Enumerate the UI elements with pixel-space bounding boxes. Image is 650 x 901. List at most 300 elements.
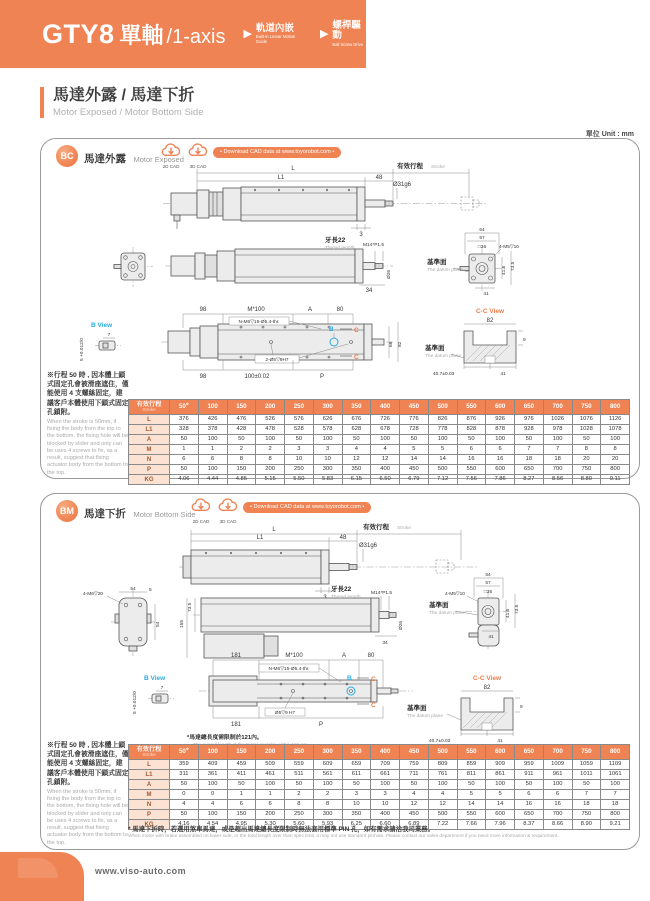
section-title-en: Motor Exposed / Motor Bottom Side bbox=[53, 106, 204, 118]
bm-footnote-en: When motor with brake assembled on lower side, or the total length over than spec limit, it may not use standard pinhole. Please contact our sales department if you need more information & requirement. bbox=[128, 834, 559, 839]
bc-name-en: Motor Exposed bbox=[133, 155, 184, 164]
footer-accent-shape bbox=[0, 852, 84, 901]
dim-73-5: 73.5 bbox=[511, 261, 516, 271]
table-cell: 100 bbox=[198, 465, 227, 475]
table-row bbox=[129, 770, 630, 780]
table-cell: 6.79 bbox=[400, 475, 429, 485]
dim-41: 41 bbox=[483, 292, 489, 297]
dim-m100: M*100 bbox=[285, 653, 303, 659]
table-cell: 300 bbox=[313, 465, 342, 475]
hole-callout-nm6: N-M6▽15-Ø5.4-thr. bbox=[268, 667, 310, 672]
table-cell: 100 bbox=[601, 780, 630, 790]
table-cell: 300 bbox=[313, 810, 342, 820]
table-cell: 826 bbox=[428, 415, 457, 425]
stroke-value-cell: 600 bbox=[486, 400, 515, 415]
table-cell: 50 bbox=[342, 435, 371, 445]
dim-41-5: 41.5 bbox=[506, 608, 511, 618]
table-cell: 600 bbox=[486, 810, 515, 820]
stroke-value-cell: 800 bbox=[601, 745, 630, 760]
table-cell: 5.30 bbox=[256, 820, 285, 830]
stroke-value-cell: 450 bbox=[400, 745, 429, 760]
table-cell: 100 bbox=[371, 780, 400, 790]
table-cell: 250 bbox=[285, 810, 314, 820]
datum-zh: 基準面 bbox=[429, 602, 449, 609]
stroke-value-cell: 350 bbox=[342, 400, 371, 415]
table-cell: 578 bbox=[313, 425, 342, 435]
table-cell: 2 bbox=[285, 790, 314, 800]
cad-download-link[interactable]: • Download CAD data at www.toyorobot.com • bbox=[213, 147, 341, 158]
row-label-cell: M bbox=[129, 790, 170, 800]
hole-callout-nm6: N-M6▽15-Ø5.4-thr. bbox=[238, 320, 280, 325]
triangle-icon: ▶ bbox=[243, 27, 252, 40]
table-cell: 7.96 bbox=[486, 820, 515, 830]
table-cell: 18 bbox=[515, 455, 544, 465]
table-cell: 328 bbox=[170, 425, 199, 435]
table-cell: 20 bbox=[572, 455, 601, 465]
dim-L1: L1 bbox=[256, 535, 264, 541]
cad-2d-download[interactable] bbox=[157, 143, 185, 169]
row-label-cell: N bbox=[129, 800, 170, 810]
row-label-cell: L1 bbox=[129, 770, 170, 780]
dim-cc-40-7: 40.7±0.03 bbox=[429, 739, 451, 744]
dim-d26: Ø26 bbox=[387, 269, 392, 279]
row-label-cell: N bbox=[129, 455, 170, 465]
table-cell: 6.50 bbox=[371, 475, 400, 485]
table-cell: 661 bbox=[371, 770, 400, 780]
table-cell: 7 bbox=[601, 790, 630, 800]
stroke-value-cell: 200 bbox=[256, 400, 285, 415]
dim-54-top: 54 bbox=[130, 587, 136, 592]
hole-callout-2o5: 2-Ø5▽9H7 bbox=[265, 358, 289, 363]
table-cell: 50 bbox=[457, 780, 486, 790]
thread-label-en: Thread length bbox=[325, 246, 355, 251]
table-cell: 5 bbox=[486, 790, 515, 800]
table-cell: 700 bbox=[543, 810, 572, 820]
c-marker-bottom: C bbox=[354, 354, 359, 361]
dim-7: 7 bbox=[160, 686, 164, 691]
unit-label: 單位 Unit : mm bbox=[585, 131, 634, 138]
table-cell: 5 bbox=[457, 790, 486, 800]
dim-3: 3 bbox=[359, 232, 363, 238]
table-cell: 776 bbox=[400, 415, 429, 425]
table-row bbox=[129, 475, 630, 485]
dim-48: 48 bbox=[339, 535, 347, 541]
badge-zh: 軌道內嵌 bbox=[255, 22, 294, 34]
cc-datum-en: The datum plane bbox=[407, 714, 444, 719]
table-cell: 3 bbox=[371, 790, 400, 800]
table-cell: 8 bbox=[227, 455, 256, 465]
bm-thread-view bbox=[83, 584, 404, 658]
dim-sq36: □36 bbox=[477, 245, 487, 250]
dim-m14: M14*P1.5 bbox=[371, 591, 393, 596]
stroke-value-cell: 600 bbox=[486, 745, 515, 760]
dim-cc-41: 41 bbox=[500, 372, 506, 377]
table-cell: 376 bbox=[170, 415, 199, 425]
table-cell: 50 bbox=[285, 780, 314, 790]
table-cell: 478 bbox=[256, 425, 285, 435]
dim-m100: M*100 bbox=[247, 307, 265, 313]
dim-tolerance: 5 +0.012/0 bbox=[80, 338, 85, 361]
table-cell: 4.54 bbox=[198, 820, 227, 830]
row-label-cell: A bbox=[129, 780, 170, 790]
table-cell: 5.50 bbox=[285, 475, 314, 485]
table-cell: 14 bbox=[400, 455, 429, 465]
badge-zh: 螺桿驅動 bbox=[332, 20, 361, 42]
table-cell: 100 bbox=[198, 780, 227, 790]
table-cell: 18 bbox=[543, 455, 572, 465]
dim-34: 34 bbox=[365, 288, 373, 294]
table-cell: 100 bbox=[601, 435, 630, 445]
stroke-value-cell: 650 bbox=[515, 400, 544, 415]
table-cell: 20 bbox=[601, 455, 630, 465]
table-cell: 100 bbox=[428, 435, 457, 445]
table-cell: 961 bbox=[543, 770, 572, 780]
stroke-value-cell: 150 bbox=[227, 400, 256, 415]
dim-98-bot: 98 bbox=[199, 374, 207, 380]
dim-64: 64 bbox=[485, 573, 491, 578]
bc-panel-header bbox=[41, 139, 639, 169]
bm-note-zh: ※行程 50 時 , 因本體上鎖式固定孔會被滑座遮住，僅能使用 4 支螺絲固定，建議客戶本體使用下鎖式固定孔鎖附。 bbox=[47, 742, 129, 786]
table-cell: 828 bbox=[457, 425, 486, 435]
table-cell: 411 bbox=[227, 770, 256, 780]
stroke-value-cell: 350 bbox=[342, 745, 371, 760]
dim-4m5: 4-M5▽10 bbox=[499, 245, 519, 250]
dim-L: L bbox=[272, 527, 276, 533]
table-cell: 8.90 bbox=[572, 820, 601, 830]
table-cell: 50 bbox=[457, 435, 486, 445]
table-cell: 650 bbox=[515, 810, 544, 820]
table-cell: 6.89 bbox=[400, 820, 429, 830]
bc-name-zh: 馬達外露 bbox=[84, 153, 126, 165]
cad-3d-download[interactable] bbox=[184, 143, 212, 169]
table-cell: 1059 bbox=[572, 760, 601, 770]
table-row bbox=[129, 465, 630, 475]
table-cell: 6 bbox=[256, 800, 285, 810]
table-cell: 400 bbox=[371, 810, 400, 820]
table-cell: 50 bbox=[170, 780, 199, 790]
stroke-header-cell: 有效行程 Stroke bbox=[129, 400, 170, 415]
stroke-value-cell: 250 bbox=[285, 745, 314, 760]
bc-mount-view bbox=[79, 307, 403, 380]
table-cell: 778 bbox=[428, 425, 457, 435]
table-cell: 10 bbox=[313, 455, 342, 465]
hole-callout-o5: Ø5▽9 H7 bbox=[274, 711, 296, 716]
table-cell: 750 bbox=[572, 810, 601, 820]
table-cell: 18 bbox=[572, 800, 601, 810]
bm-cc-view bbox=[407, 675, 523, 744]
bm-footnote-zh: * 馬達下折時，若選用煞車馬達，或是超出馬達總長度限制時無法套用標準 PIN 孔，如有需求請洽我司業務。 bbox=[128, 826, 435, 833]
table-cell: 100 bbox=[256, 780, 285, 790]
dim-cc-82: 82 bbox=[486, 318, 494, 324]
table-cell: 811 bbox=[457, 770, 486, 780]
table-cell: 5.15 bbox=[256, 475, 285, 485]
cloud-download-icon bbox=[185, 143, 211, 160]
table-cell: 12 bbox=[428, 800, 457, 810]
row-label-cell: L bbox=[129, 760, 170, 770]
table-cell: 659 bbox=[342, 760, 371, 770]
table-cell: 7.12 bbox=[428, 475, 457, 485]
table-cell: 928 bbox=[515, 425, 544, 435]
table-row bbox=[129, 435, 630, 445]
table-cell: 876 bbox=[457, 415, 486, 425]
table-cell: 350 bbox=[342, 810, 371, 820]
table-cell: 16 bbox=[486, 455, 515, 465]
table-cell: 50 bbox=[342, 780, 371, 790]
page-header bbox=[0, 0, 366, 68]
table-cell: 7.86 bbox=[486, 475, 515, 485]
table-cell: 361 bbox=[198, 770, 227, 780]
table-row bbox=[129, 760, 630, 770]
bc-badge: BC bbox=[56, 145, 78, 167]
stroke-value-cell: 650 bbox=[515, 745, 544, 760]
bc-spec-table bbox=[128, 399, 630, 485]
table-cell: 50 bbox=[285, 435, 314, 445]
dim-rod-dia: Ø31g6 bbox=[393, 182, 412, 188]
cad-2d-label: 2D CAD bbox=[162, 164, 180, 169]
table-cell: 550 bbox=[457, 465, 486, 475]
dim-m14: M14*P1.5 bbox=[363, 243, 385, 248]
dim-155: 155 bbox=[180, 619, 185, 628]
stroke-label-zh: 有效行程 bbox=[363, 524, 389, 531]
table-cell: 10 bbox=[371, 800, 400, 810]
table-cell: 759 bbox=[400, 760, 429, 770]
table-cell: 100 bbox=[313, 435, 342, 445]
table-cell: 8.27 bbox=[515, 475, 544, 485]
dim-L1: L1 bbox=[277, 175, 285, 181]
stroke-label-en: Stroke bbox=[397, 526, 411, 531]
table-cell: 14 bbox=[486, 800, 515, 810]
table-cell: 709 bbox=[371, 760, 400, 770]
table-cell: 1 bbox=[227, 790, 256, 800]
table-cell: 5.83 bbox=[313, 475, 342, 485]
model-name: GTY8 bbox=[42, 18, 115, 49]
table-cell: 311 bbox=[170, 770, 199, 780]
dim-cc-9: 9 bbox=[523, 338, 526, 343]
table-cell: 711 bbox=[400, 770, 429, 780]
table-cell: 3 bbox=[285, 445, 314, 455]
stroke-value-cell: 100 bbox=[198, 400, 227, 415]
b-view-label: B View bbox=[144, 675, 166, 682]
stroke-value-cell: 500 bbox=[428, 400, 457, 415]
table-cell: 911 bbox=[515, 770, 544, 780]
table-cell: 5.93 bbox=[313, 820, 342, 830]
dim-82-side: 82 bbox=[398, 341, 403, 347]
table-cell: 878 bbox=[486, 425, 515, 435]
table-cell: 100 bbox=[428, 780, 457, 790]
datum-en: The datum plane bbox=[427, 268, 464, 273]
table-cell: 4 bbox=[400, 790, 429, 800]
datum-en: The datum plane bbox=[429, 611, 466, 616]
panel-motor-bottom-side bbox=[40, 493, 640, 850]
table-cell: 459 bbox=[227, 760, 256, 770]
stroke-value-cell: 750 bbox=[572, 745, 601, 760]
table-cell: 14 bbox=[428, 455, 457, 465]
row-label-cell: KG bbox=[129, 475, 170, 485]
dim-48: 48 bbox=[375, 175, 383, 181]
dim-rod-dia: Ø31g6 bbox=[359, 543, 378, 549]
stroke-value-cell: 400 bbox=[371, 400, 400, 415]
table-row bbox=[129, 415, 630, 425]
row-label-cell: A bbox=[129, 435, 170, 445]
dim-80: 80 bbox=[367, 653, 375, 659]
row-label-cell: L1 bbox=[129, 425, 170, 435]
bm-stroke-note bbox=[47, 741, 129, 847]
dim-A: A bbox=[307, 307, 313, 313]
stroke-value-cell: 200 bbox=[256, 745, 285, 760]
table-cell: 50 bbox=[170, 465, 199, 475]
dim-98-top: 98 bbox=[199, 307, 207, 313]
title-zh: 單軸 bbox=[119, 22, 164, 48]
table-row bbox=[129, 790, 630, 800]
table-cell: 50 bbox=[227, 780, 256, 790]
table-cell: 676 bbox=[342, 415, 371, 425]
table-cell: 350 bbox=[342, 465, 371, 475]
dim-L: L bbox=[291, 166, 295, 172]
dim-73-5-left: 73.5 bbox=[188, 602, 193, 612]
table-cell: 600 bbox=[486, 465, 515, 475]
table-cell: 3 bbox=[342, 790, 371, 800]
accent-bar bbox=[40, 87, 44, 118]
stroke-label-zh: 有效行程 bbox=[397, 163, 423, 170]
table-cell: 50 bbox=[515, 780, 544, 790]
cloud-download-icon bbox=[188, 498, 214, 515]
table-cell: 16 bbox=[515, 800, 544, 810]
table-cell: 8.80 bbox=[572, 475, 601, 485]
table-cell: 1076 bbox=[572, 415, 601, 425]
table-cell: 100 bbox=[256, 435, 285, 445]
table-cell: 8 bbox=[256, 455, 285, 465]
stroke-value-cell: 550 bbox=[457, 400, 486, 415]
table-cell: 2 bbox=[256, 445, 285, 455]
table-cell: 100 bbox=[486, 435, 515, 445]
table-cell: 10 bbox=[342, 800, 371, 810]
bc-side-view bbox=[163, 161, 487, 238]
bc-thread-view bbox=[113, 235, 393, 294]
dim-34: 34 bbox=[382, 641, 388, 646]
bc-cc-view bbox=[425, 308, 526, 377]
cc-datum-zh: 基準面 bbox=[407, 705, 427, 712]
cad-3d-label: 3D CAD bbox=[219, 519, 237, 524]
table-row bbox=[129, 780, 630, 790]
table-cell: 10 bbox=[285, 455, 314, 465]
table-cell: 526 bbox=[256, 415, 285, 425]
table-cell: 409 bbox=[198, 760, 227, 770]
table-cell: 250 bbox=[285, 465, 314, 475]
motor-length-note-zh: *馬達總長度需限制於121內。 bbox=[187, 735, 263, 741]
table-cell: 4.16 bbox=[170, 820, 199, 830]
table-cell: 9.11 bbox=[601, 475, 630, 485]
table-cell: 6 bbox=[227, 800, 256, 810]
table-row bbox=[129, 810, 630, 820]
table-cell: 6 bbox=[543, 790, 572, 800]
dim-41-5: 41.5 bbox=[502, 265, 507, 275]
footer-url: www.viso-auto.com bbox=[95, 866, 186, 876]
dim-cc-82: 82 bbox=[483, 685, 491, 691]
table-cell: 100 bbox=[313, 780, 342, 790]
table-cell: 1126 bbox=[601, 415, 630, 425]
table-cell: 12 bbox=[342, 455, 371, 465]
dim-cc-40-7: 40.7±0.03 bbox=[433, 372, 455, 377]
table-cell: 628 bbox=[342, 425, 371, 435]
badge-en: Ball Screw Drive bbox=[332, 41, 364, 47]
stroke-label-en: Stroke bbox=[431, 165, 445, 170]
table-cell: 609 bbox=[313, 760, 342, 770]
table-cell: 1 bbox=[256, 790, 285, 800]
table-row bbox=[129, 425, 630, 435]
row-label-cell: M bbox=[129, 445, 170, 455]
table-cell: 1011 bbox=[572, 770, 601, 780]
cc-datum-zh: 基準面 bbox=[425, 345, 445, 352]
dim-7: 7 bbox=[107, 333, 111, 338]
table-cell: 8.56 bbox=[543, 475, 572, 485]
row-label-cell: P bbox=[129, 810, 170, 820]
table-cell: 1028 bbox=[572, 425, 601, 435]
cad-2d-download[interactable] bbox=[187, 498, 215, 524]
cc-view-label: C-C View bbox=[475, 308, 505, 315]
table-cell: 2 bbox=[227, 445, 256, 455]
dim-57: 57 bbox=[479, 236, 485, 241]
stroke-value-cell: 500 bbox=[428, 745, 457, 760]
table-cell: 100 bbox=[543, 435, 572, 445]
table-cell: 859 bbox=[457, 760, 486, 770]
table-cell: 6 bbox=[486, 445, 515, 455]
table-cell: 150 bbox=[227, 465, 256, 475]
cad-download-link[interactable]: • Download CAD data at www.toyorobot.com • bbox=[243, 502, 371, 513]
thread-label-en: Thread length bbox=[331, 595, 361, 600]
table-cell: 4 bbox=[371, 445, 400, 455]
stroke-value-cell: 50※ bbox=[170, 400, 199, 415]
table-cell: 4 bbox=[198, 800, 227, 810]
table-cell: 4 bbox=[342, 445, 371, 455]
table-cell: 1026 bbox=[543, 415, 572, 425]
table-cell: 926 bbox=[486, 415, 515, 425]
product-title bbox=[42, 19, 225, 50]
table-cell: 12 bbox=[400, 800, 429, 810]
table-cell: 428 bbox=[227, 425, 256, 435]
stroke-value-cell: 450 bbox=[400, 400, 429, 415]
dim-tolerance: 5 +0.012/0 bbox=[133, 691, 138, 714]
table-cell: 528 bbox=[285, 425, 314, 435]
stroke-value-cell: 300 bbox=[313, 400, 342, 415]
dim-d26: Ø26 bbox=[399, 620, 404, 630]
table-cell: 550 bbox=[457, 810, 486, 820]
dim-4m6: 4-M6▽20 bbox=[83, 592, 103, 597]
row-label-cell: KG bbox=[129, 820, 170, 830]
table-cell: 7.66 bbox=[457, 820, 486, 830]
table-cell: 700 bbox=[543, 465, 572, 475]
bc-note-en: When the stroke is 50mm, if fixing the body from the top to the bottom, the fixing hole will be blocked by slider and only can be uses 4 screws to fix, as a result, suggest that fixing actuator body from the bottom to the top. bbox=[47, 418, 129, 476]
table-cell: 1109 bbox=[601, 760, 630, 770]
cloud-download-icon bbox=[158, 143, 184, 160]
table-cell: 761 bbox=[428, 770, 457, 780]
table-cell: 7.22 bbox=[428, 820, 457, 830]
table-cell: 0 bbox=[170, 790, 199, 800]
table-cell: 461 bbox=[256, 770, 285, 780]
table-cell: 678 bbox=[371, 425, 400, 435]
table-cell: 650 bbox=[515, 465, 544, 475]
dim-5: 5 bbox=[149, 588, 152, 593]
table-cell: 6.60 bbox=[371, 820, 400, 830]
table-cell: 750 bbox=[572, 465, 601, 475]
table-cell: 9.21 bbox=[601, 820, 630, 830]
dim-P: P bbox=[319, 374, 325, 380]
bc-end-view bbox=[427, 227, 519, 297]
table-cell: 100 bbox=[543, 780, 572, 790]
dim-64: 64 bbox=[479, 228, 485, 233]
b-marker-label: B bbox=[329, 326, 334, 333]
cad-3d-download[interactable] bbox=[214, 498, 242, 524]
feature-badge-guide bbox=[243, 24, 302, 45]
